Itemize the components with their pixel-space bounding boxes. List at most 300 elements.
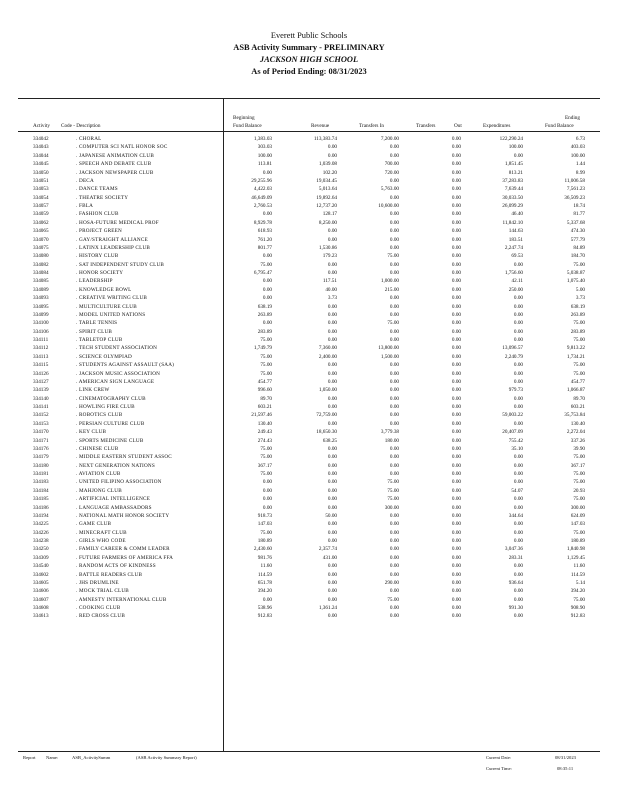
transfers-out-value: 0.00: [451, 378, 461, 385]
col-ending-1: Ending: [565, 115, 580, 121]
beginning-balance: 29,255.96: [251, 177, 272, 184]
transfers-in-value: 0.00: [389, 328, 399, 335]
footer-name-label: Name:: [46, 755, 59, 760]
expenditures-value: 0.00: [513, 529, 523, 536]
table-row: [0, 185, 618, 193]
col-code-description: Code - Description: [61, 123, 101, 129]
transfers-out-value: 0.00: [451, 454, 461, 461]
beginning-balance: 6,795.47: [253, 270, 272, 276]
expenditures-value: 35.10: [511, 445, 523, 452]
ending-balance: 184.70: [570, 253, 585, 260]
table-row: [0, 495, 618, 503]
beginning-balance: 0.00: [262, 479, 272, 486]
beginning-balance: 100.00: [257, 152, 272, 159]
expenditures-value: 0.00: [513, 504, 523, 511]
revenue-value: 72,759.00: [316, 412, 337, 419]
activity-code: 334607: [33, 596, 49, 603]
transfers-out-value: 0.00: [451, 487, 461, 494]
transfers-in-value: 0.00: [389, 454, 399, 461]
transfers-in-value: 75.00: [387, 596, 399, 603]
table-row: [0, 504, 618, 512]
expenditures-value: 344.64: [508, 512, 523, 519]
beginning-balance: 75.00: [260, 471, 272, 477]
beginning-balance: 0.00: [262, 253, 272, 260]
expenditures-value: 0.00: [513, 521, 523, 528]
table-row: [0, 261, 618, 269]
table-row: [0, 135, 618, 143]
transfers-out-value: 0.00: [451, 161, 461, 168]
activity-description: . SAT INDEPENDENT STUDY CLUB: [76, 261, 165, 268]
beginning-balance: 0.00: [262, 504, 272, 511]
beginning-balance: 0.00: [262, 169, 272, 176]
table-row: [0, 420, 618, 428]
ending-balance: 5,337.68: [566, 219, 585, 226]
expenditures-value: 7,639.44: [504, 186, 523, 193]
activity-code: 334153: [33, 420, 49, 427]
beginning-balance: 918.73: [257, 512, 272, 519]
revenue-value: 7,360.00: [318, 345, 337, 352]
revenue-value: 0.00: [327, 445, 337, 452]
activity-code: 334099: [33, 311, 49, 318]
ending-balance: 75.00: [573, 471, 585, 477]
activity-description: . RANDOM ACTS OF KINDNESS: [76, 563, 156, 570]
ending-balance: 263.89: [570, 311, 585, 318]
activity-description: . CHORAL: [76, 136, 102, 142]
revenue-value: 0.00: [327, 571, 337, 578]
beginning-balance: 75.00: [260, 445, 272, 452]
beginning-balance: 996.60: [257, 387, 272, 394]
table-row: [0, 579, 618, 587]
ending-balance: 75.00: [573, 320, 585, 327]
revenue-value: 0.00: [327, 395, 337, 402]
activity-code: 334045: [33, 161, 49, 168]
transfers-in-value: 0.00: [389, 228, 399, 235]
revenue-value: 0.00: [327, 579, 337, 586]
revenue-value: 117.51: [322, 278, 337, 285]
header-top-rule: [18, 98, 600, 99]
activity-description: . CINEMATOGRAPHY CLUB: [76, 395, 146, 402]
transfers-out-value: 0.00: [451, 278, 461, 285]
ending-balance: 75.00: [573, 261, 585, 268]
transfers-in-value: 1,500.00: [380, 353, 399, 360]
activity-description: . UNITED FILIPINO ASSOCIATION: [76, 479, 162, 486]
activity-description: . NATIONAL MATH HONOR SOCIETY: [76, 512, 170, 519]
beginning-balance: 249.43: [257, 429, 272, 436]
transfers-in-value: 0.00: [389, 194, 399, 201]
transfers-in-value: 0.00: [389, 270, 399, 276]
footer-date-value: 08/31/2023: [555, 755, 576, 760]
transfers-out-value: 0.00: [451, 395, 461, 402]
table-row: [0, 470, 618, 478]
table-row: [0, 269, 618, 277]
ending-balance: 75.00: [573, 337, 585, 343]
revenue-value: 2,400.00: [318, 353, 337, 360]
ending-balance: 75.00: [573, 454, 585, 461]
ending-balance: 5.14: [575, 579, 585, 586]
activity-description: . SPIRIT CLUB: [76, 328, 113, 335]
transfers-in-value: 300.00: [384, 504, 399, 511]
beginning-balance: 2,430.60: [253, 546, 272, 553]
transfers-out-value: 0.00: [451, 295, 461, 302]
expenditures-value: 122,290.24: [499, 136, 523, 142]
activity-description: . RED CROSS CLUB: [76, 613, 126, 620]
ending-balance: 35,753.84: [564, 412, 585, 419]
activity-description: . TECH STUDENT ASSOCIATION: [76, 345, 158, 352]
transfers-in-value: 75.00: [387, 320, 399, 327]
ending-balance: 11,006.58: [564, 177, 585, 184]
expenditures-value: 0.00: [513, 454, 523, 461]
transfers-in-value: 0.00: [389, 571, 399, 578]
activity-description: . JAPANESE ANIMATION CLUB: [76, 152, 155, 159]
expenditures-value: 26,099.29: [502, 203, 523, 209]
ending-balance: 5.00: [575, 286, 585, 293]
ending-balance: 5,038.87: [566, 270, 585, 276]
header-bottom-rule: [18, 131, 600, 132]
ending-balance: 367.17: [570, 462, 585, 469]
activity-code: 334042: [33, 136, 49, 142]
transfers-out-value: 0.00: [451, 471, 461, 477]
expenditures-value: 0.00: [513, 295, 523, 302]
table-row: [0, 311, 618, 319]
activity-description: . SPEECH AND DEBATE CLUB: [76, 161, 152, 168]
activity-description: . DANCE TEAMS: [76, 186, 118, 193]
transfers-in-value: 0.00: [389, 261, 399, 268]
revenue-value: 0.00: [327, 337, 337, 343]
transfers-out-value: 0.00: [451, 496, 461, 503]
activity-code: 334089: [33, 286, 49, 293]
table-row: [0, 428, 618, 436]
activity-description: . LANGUAGE AMBASSADORS: [76, 504, 152, 511]
revenue-value: 40.00: [325, 286, 337, 293]
transfers-out-value: 0.00: [451, 328, 461, 335]
ending-balance: 39.90: [573, 445, 585, 452]
transfers-out-value: 0.00: [451, 370, 461, 377]
activity-code: 334185: [33, 496, 49, 503]
revenue-value: 0.00: [327, 563, 337, 570]
ending-balance: 8.99: [575, 169, 585, 176]
revenue-value: 19,892.64: [316, 194, 337, 201]
ending-balance: 912.83: [570, 613, 585, 620]
revenue-value: 102.20: [322, 169, 337, 176]
ending-balance: 394.20: [570, 588, 585, 595]
activity-description: . COMPUTER SCI NATL HONOR SOC: [76, 144, 168, 151]
revenue-value: 0.00: [327, 496, 337, 503]
transfers-in-value: 0.00: [389, 529, 399, 536]
beginning-balance: 603.21: [257, 404, 272, 410]
expenditures-value: 0.00: [513, 152, 523, 159]
table-row: [0, 194, 618, 202]
transfers-out-value: 0.00: [451, 512, 461, 519]
transfers-in-value: 0.00: [389, 613, 399, 620]
transfers-in-value: 75.00: [387, 487, 399, 494]
beginning-balance: 180.89: [257, 538, 272, 544]
table-row: [0, 462, 618, 470]
col-transfers: Transfers: [416, 123, 436, 129]
transfers-in-value: 0.00: [389, 219, 399, 226]
activity-description: . THEATRE SOCIETY: [76, 194, 129, 201]
activity-code: 334170: [33, 429, 49, 436]
transfers-in-value: 0.00: [389, 295, 399, 302]
beginning-balance: 0.00: [262, 211, 272, 218]
activity-code: 334180: [33, 462, 49, 469]
transfers-in-value: 0.00: [389, 605, 399, 611]
revenue-value: 1,361.24: [318, 605, 337, 611]
ending-balance: 75.00: [573, 370, 585, 377]
transfers-in-value: 0.00: [389, 546, 399, 553]
expenditures-value: 0.00: [513, 395, 523, 402]
expenditures-value: 0.00: [513, 571, 523, 578]
revenue-value: 0.00: [327, 370, 337, 377]
transfers-out-value: 0.00: [451, 546, 461, 553]
beginning-balance: 263.89: [257, 311, 272, 318]
transfers-in-value: 0.00: [389, 521, 399, 528]
revenue-value: 0.00: [327, 471, 337, 477]
table-row: [0, 596, 618, 604]
ending-balance: 75.00: [573, 596, 585, 603]
beginning-balance: 0.00: [262, 295, 272, 302]
activity-code: 334054: [33, 194, 49, 201]
ending-balance: 75.00: [573, 529, 585, 536]
expenditures-value: 0.00: [513, 538, 523, 544]
expenditures-value: 0.00: [513, 596, 523, 603]
beginning-balance: 89.70: [260, 395, 272, 402]
expenditures-value: 0.00: [513, 588, 523, 595]
activity-code: 334250: [33, 546, 49, 553]
expenditures-value: 30,033.50: [502, 194, 523, 201]
transfers-out-value: 0.00: [451, 303, 461, 310]
beginning-balance: 0.00: [262, 286, 272, 293]
revenue-value: 0.00: [327, 504, 337, 511]
activity-description: . MIDDLE EASTERN STUDENT ASSOC: [76, 454, 172, 461]
expenditures-value: 0.00: [513, 563, 523, 570]
transfers-out-value: 0.00: [451, 136, 461, 142]
activity-code: 334100: [33, 320, 49, 327]
beginning-balance: 274.43: [257, 437, 272, 444]
expenditures-value: 0.00: [513, 404, 523, 410]
beginning-balance: 303.03: [257, 144, 272, 151]
activity-code: 334082: [33, 261, 49, 268]
transfers-out-value: 0.00: [451, 605, 461, 611]
activity-description: . AVIATION CLUB: [76, 471, 121, 477]
revenue-value: 0.00: [327, 479, 337, 486]
activity-code: 334606: [33, 588, 49, 595]
table-row: [0, 545, 618, 553]
activity-code: 334085: [33, 278, 49, 285]
revenue-value: 0.00: [327, 613, 337, 620]
transfers-in-value: 7,200.00: [380, 136, 399, 142]
ending-balance: 81.77: [573, 211, 585, 218]
table-row: [0, 529, 618, 537]
revenue-value: 0.00: [327, 328, 337, 335]
activity-description: . CHINESE CLUB: [76, 445, 119, 452]
expenditures-value: 0.00: [513, 496, 523, 503]
table-row: [0, 512, 618, 520]
table-row: [0, 353, 618, 361]
transfers-out-value: 0.00: [451, 144, 461, 151]
table-row: [0, 554, 618, 562]
transfers-in-value: 0.00: [389, 471, 399, 477]
expenditures-value: 46.40: [511, 211, 523, 218]
beginning-balance: 46,649.09: [251, 194, 272, 201]
col-expenditures: Expenditures: [483, 123, 511, 129]
transfers-out-value: 0.00: [451, 563, 461, 570]
revenue-value: 431.00: [322, 554, 337, 561]
ending-balance: 9,813.22: [566, 345, 585, 352]
activity-code: 334126: [33, 370, 49, 377]
expenditures-value: 54.07: [511, 487, 523, 494]
activity-description: . AMNESTY INTERNATIONAL CLUB: [76, 596, 167, 603]
transfers-in-value: 0.00: [389, 404, 399, 410]
revenue-value: 0.00: [327, 320, 337, 327]
revenue-value: 1,039.08: [318, 161, 337, 168]
expenditures-value: 20,407.09: [502, 429, 523, 436]
table-row: [0, 478, 618, 486]
beginning-balance: 0.00: [262, 278, 272, 285]
transfers-out-value: 0.00: [451, 320, 461, 327]
transfers-in-value: 180.00: [384, 437, 399, 444]
transfers-in-value: 10,600.00: [378, 203, 399, 209]
revenue-value: 0.00: [327, 420, 337, 427]
ending-balance: 7,561.23: [566, 186, 585, 193]
beginning-balance: 454.77: [257, 378, 272, 385]
transfers-in-value: 75.00: [387, 496, 399, 503]
expenditures-value: 979.73: [508, 387, 523, 394]
expenditures-value: 936.64: [508, 579, 523, 586]
activity-code: 334050: [33, 169, 49, 176]
ending-balance: 337.26: [570, 437, 585, 444]
transfers-out-value: 0.00: [451, 345, 461, 352]
activity-code: 334608: [33, 605, 49, 611]
table-row: [0, 344, 618, 352]
transfers-out-value: 0.00: [451, 236, 461, 243]
expenditures-value: 1,851.45: [504, 161, 523, 168]
ending-balance: 454.77: [570, 378, 585, 385]
activity-description: . SCIENCE OLYMPIAD: [76, 353, 132, 360]
col-beginning-2: Fund Balance: [233, 123, 262, 129]
table-row: [0, 244, 618, 252]
activity-code: 334043: [33, 144, 49, 151]
transfers-in-value: 0.00: [389, 588, 399, 595]
ending-balance: 3.73: [575, 295, 585, 302]
expenditures-value: 11,842.10: [502, 219, 523, 226]
activity-description: . FBLA: [76, 203, 94, 209]
beginning-balance: 1,749.79: [253, 345, 272, 352]
activity-description: . JHS DRUMLINE: [76, 579, 119, 586]
table-row: [0, 227, 618, 235]
expenditures-value: 813.21: [508, 169, 523, 176]
col-ending-2: Fund Balance: [545, 123, 574, 129]
transfers-out-value: 0.00: [451, 588, 461, 595]
revenue-value: 0.00: [327, 228, 337, 235]
transfers-in-value: 0.00: [389, 538, 399, 544]
activity-code: 334183: [33, 479, 49, 486]
activity-code: 334112: [33, 345, 49, 352]
activity-code: 334062: [33, 219, 49, 226]
activity-code: 334113: [33, 353, 49, 360]
activity-code: 334225: [33, 521, 49, 528]
activity-description: . PROJECT GREEN: [76, 228, 122, 235]
expenditures-value: 0.00: [513, 471, 523, 477]
transfers-out-value: 0.00: [451, 462, 461, 469]
beginning-balance: 113.81: [257, 161, 272, 168]
expenditures-value: 991.30: [508, 605, 523, 611]
ending-balance: 114.59: [570, 571, 585, 578]
activity-description: . PERSIAN CULTURE CLUB: [76, 420, 145, 427]
col-beginning-1: Beginning: [233, 115, 255, 121]
transfers-in-value: 5,763.00: [380, 186, 399, 193]
transfers-in-value: 0.00: [389, 311, 399, 318]
activity-description: . KNOWLEDGE BOWL: [76, 286, 132, 293]
table-row: [0, 286, 618, 294]
activity-description: . HOWLING FIRE CLUB: [76, 404, 135, 410]
transfers-in-value: 0.00: [389, 462, 399, 469]
transfers-out-value: 0.00: [451, 387, 461, 394]
table-row: [0, 571, 618, 579]
table-row: [0, 177, 618, 185]
revenue-value: 0.00: [327, 236, 337, 243]
transfers-in-value: 75.00: [387, 479, 399, 486]
transfers-out-value: 0.00: [451, 286, 461, 293]
expenditures-value: 0.00: [513, 303, 523, 310]
ending-balance: 300.00: [570, 504, 585, 511]
activity-description: . LATINX LEADERSHIP CLUB: [76, 244, 151, 251]
revenue-value: 0.00: [327, 362, 337, 369]
transfers-out-value: 0.00: [451, 529, 461, 536]
revenue-value: 2,357.74: [318, 546, 337, 553]
transfers-out-value: 0.00: [451, 420, 461, 427]
revenue-value: 19,034.45: [316, 177, 337, 184]
transfers-out-value: 0.00: [451, 219, 461, 226]
table-row: [0, 143, 618, 151]
transfers-in-value: 0.00: [389, 395, 399, 402]
expenditures-value: 0.00: [513, 378, 523, 385]
ending-balance: 75.00: [573, 496, 585, 503]
transfers-out-value: 0.00: [451, 412, 461, 419]
activity-code: 334613: [33, 613, 49, 620]
table-row: [0, 319, 618, 327]
activity-description: . MAHJONG CLUB: [76, 487, 122, 494]
activity-code: 334051: [33, 177, 49, 184]
activity-description: . SPORTS MEDICINE CLUB: [76, 437, 144, 444]
activity-description: . GAME CLUB: [76, 521, 112, 528]
ending-balance: 89.70: [573, 395, 585, 402]
expenditures-value: 13,096.57: [502, 345, 523, 352]
activity-description: . MOCK TRIAL CLUB: [76, 588, 129, 595]
beginning-balance: 75.00: [260, 454, 272, 461]
expenditures-value: 0.00: [513, 362, 523, 369]
activity-description: . STUDENTS AGAINST ASSAULT (SAA): [76, 362, 175, 369]
transfers-out-value: 0.00: [451, 571, 461, 578]
activity-description: . BATTLE READERS CLUB: [76, 571, 143, 578]
table-row: [0, 303, 618, 311]
transfers-out-value: 0.00: [451, 429, 461, 436]
activity-description: . DECA: [76, 177, 94, 184]
ending-balance: 2,272.04: [566, 429, 585, 436]
expenditures-value: 42.11: [511, 278, 523, 285]
activity-description: . KEY CLUB: [76, 429, 107, 436]
activity-code: 334139: [33, 387, 49, 394]
revenue-value: 0.00: [327, 538, 337, 544]
transfers-in-value: 0.00: [389, 244, 399, 251]
expenditures-value: 0.00: [513, 320, 523, 327]
beginning-balance: 21,597.46: [251, 412, 272, 419]
transfers-in-value: 700.00: [384, 161, 399, 168]
activity-code: 334095: [33, 303, 49, 310]
transfers-out-value: 0.00: [451, 270, 461, 276]
transfers-in-value: 0.00: [389, 152, 399, 159]
activity-code: 334140: [33, 395, 49, 402]
beginning-balance: 1,383.03: [253, 136, 272, 142]
